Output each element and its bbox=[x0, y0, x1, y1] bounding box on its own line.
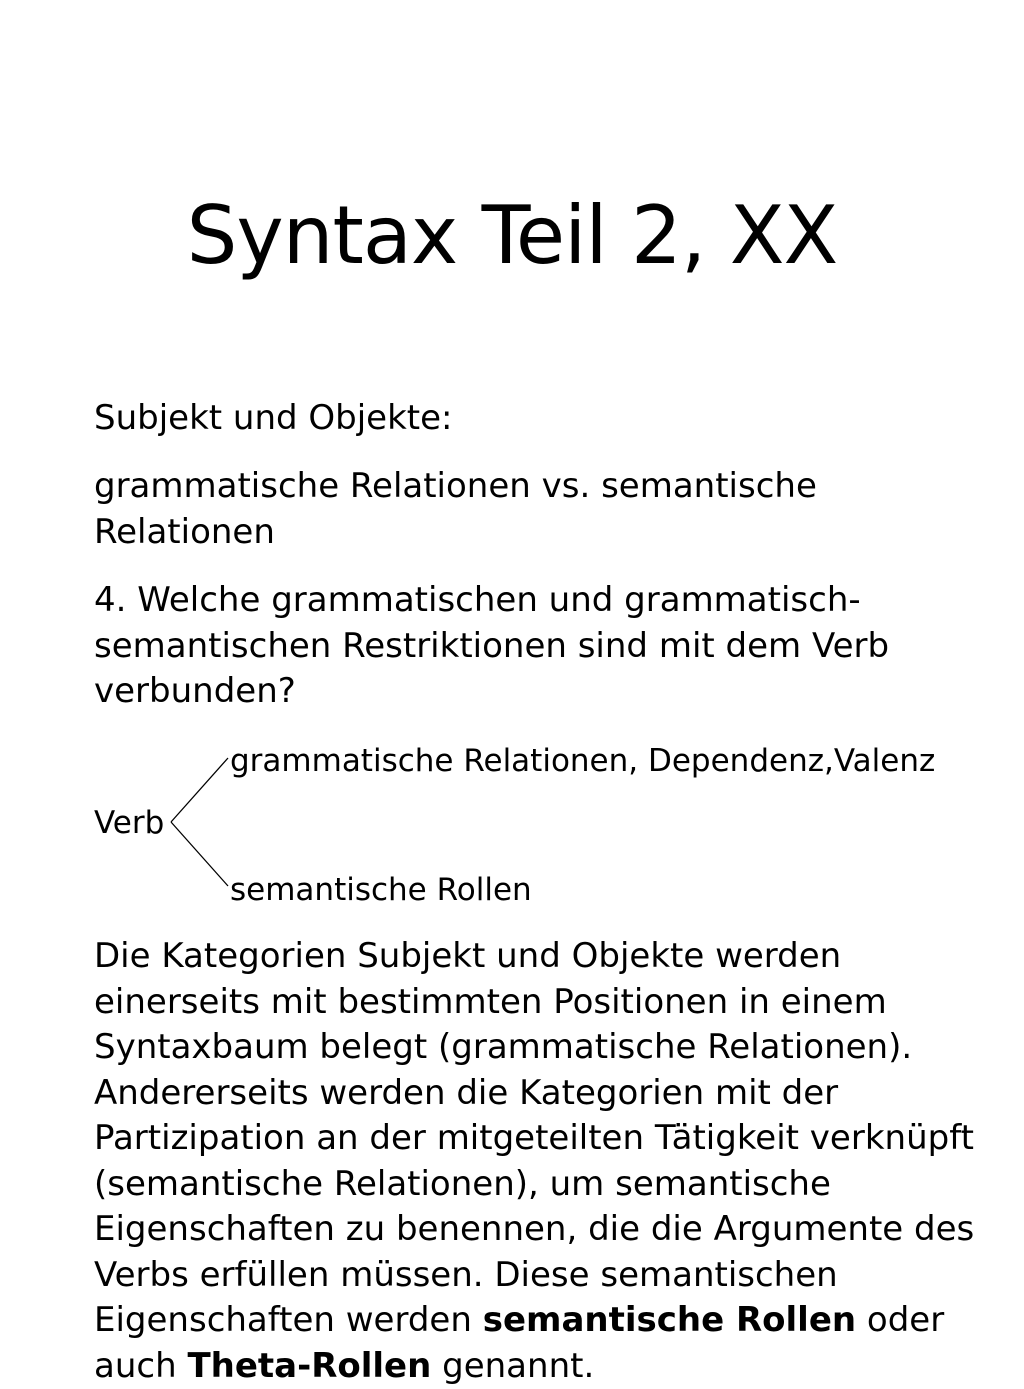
question-text: 4. Welche grammatischen und grammatisch-semantischen Restriktionen sind mit dem Verb verbunden? bbox=[94, 580, 890, 711]
diagram-branch-line-top bbox=[171, 758, 228, 822]
section-subheading: grammatische Relationen vs. semantische Relationen bbox=[94, 466, 817, 552]
diagram-branch-line-bottom bbox=[171, 822, 228, 886]
diagram-branch-top-label: grammatische Relationen, Dependenz,Valenz bbox=[230, 743, 936, 779]
diagram-root-verb: Verb bbox=[94, 805, 165, 841]
body-text: Die Kategorien Subjekt und Objekte werden einerseits mit bestimmten Positionen in einem Syntaxbaum belegt (grammatische Relationen). Andererseits werden die Kategorien mit der Partizipation an der mitgeteilten Tätigkeit verknüpft (semantische Relationen), um semantische Eigenschaften zu benennen, die die Argumente des Verbs erfüllen müssen. Diese semantischen Eigenschaften werden bbox=[94, 936, 975, 1340]
page-title: Syntax Teil 2, XX bbox=[186, 189, 838, 282]
section-heading: Subjekt und Objekte: bbox=[94, 398, 453, 438]
diagram-branch-bottom-label: semantische Rollen bbox=[230, 872, 532, 908]
term-semantische-rollen: semantische Rollen bbox=[482, 1300, 857, 1340]
diagram-branch-lines bbox=[165, 750, 235, 890]
body-text-end: genannt. bbox=[431, 1345, 595, 1386]
body-text-middle: oder auch bbox=[94, 1300, 945, 1386]
body-paragraph bbox=[94, 934, 994, 1389]
term-theta-rollen: Theta-Rollen bbox=[187, 1345, 432, 1386]
